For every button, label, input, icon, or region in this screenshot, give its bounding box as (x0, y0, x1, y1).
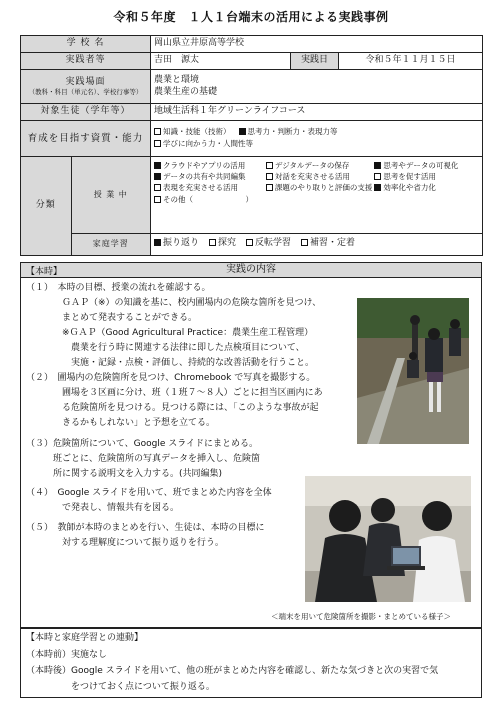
option-share[interactable]: データの共有や共同編集 (154, 172, 264, 181)
practice-line: （５） 教師が本時のまとめを行い、生徒は、本時の目標に (26, 523, 265, 533)
checkbox-icon (266, 184, 273, 191)
practice-line: ※ＧＡＰ（Good Agricultural Practice：農業生産工程管理） (26, 328, 314, 338)
practice-line: （３）危険箇所について、Google スライドにまとめる。 (26, 439, 258, 449)
practice-line: で発表し、情報共有を図る。 (26, 503, 180, 513)
checkbox-icon (266, 162, 273, 169)
option-efficiency[interactable]: 効率化や省力化 (374, 183, 479, 192)
school-value: 岡山県立井原高等学校 (151, 36, 483, 53)
practice-line: 対する理解度について振り返りを行う。 (26, 538, 224, 548)
checkbox-icon (266, 173, 273, 180)
practice-line: る危険箇所を見つける。見つける際には、「このような事故が起 (26, 403, 319, 413)
field-photo (357, 298, 469, 444)
home-label: 家庭学習 (92, 239, 129, 249)
ability-options (151, 121, 483, 157)
in-class-label: 授 業 中 (71, 157, 150, 233)
checkbox-icon (209, 239, 216, 246)
option-dialogue[interactable]: 対話を充実させる活用 (266, 172, 373, 181)
date-value: 令和５年１１月１５日 (339, 53, 483, 70)
ability-label: 育成を目指す資質・能力 (21, 121, 151, 157)
checkbox-icon (154, 184, 161, 191)
checkbox-icon (154, 140, 161, 147)
teacher-value: 吉田 源太 (151, 53, 291, 70)
practice-line: 圃場を３区画に分け、班（１班７～８人）ごとに担当区画内にあ (26, 388, 323, 398)
field-photo-image (357, 298, 469, 444)
checkbox-icon (374, 173, 381, 180)
practice-line: 実施・記録・点検・評価し、持続的な改善活動を行うこと。 (26, 358, 315, 368)
school-label: 学 校 名 (21, 36, 151, 53)
practice-line: （２） 圃場内の危険箇所を見つけ、Chromebook で写真を撮影する。 (26, 373, 316, 383)
practice-line: きるかもしれない」と予想を立てる。 (26, 418, 216, 428)
scene-label: 実践場面 (65, 76, 106, 87)
ability-option-attitude[interactable]: 学びに向かう力・人間性等 (154, 139, 253, 148)
checkbox-icon (301, 239, 308, 246)
classroom-photo (305, 476, 471, 602)
ability-option-thinking[interactable]: 思考力・判断力・表現力等 (239, 127, 338, 136)
checkbox-checked-icon (374, 162, 381, 169)
practice-section-title: 【本時】 (26, 267, 63, 277)
checkbox-checked-icon (154, 239, 161, 246)
home-option-reflection[interactable]: 振り返り (154, 238, 199, 249)
home-option-review[interactable]: 補習・定着 (301, 238, 355, 249)
option-digital-storage[interactable]: デジタルデータの保存 (266, 161, 373, 170)
practice-line: （４） Google スライドを用いて、班でまとめた内容を全体 (26, 488, 272, 498)
page-title: 令和５年度 １人１台端末の活用による実践事例 (113, 10, 389, 24)
classification-label: 分類 (21, 157, 71, 255)
home-link-line: をつけておく点について振り返る。 (26, 682, 215, 692)
scene-sublabel: （教科・科目（単元名）、学校行事等） (28, 88, 143, 97)
practice-section (20, 262, 482, 628)
home-option-inquiry[interactable]: 探究 (209, 238, 236, 249)
classification-options (151, 157, 483, 256)
home-link-line: （本時前）実施なし (26, 650, 108, 660)
option-promote-thinking[interactable]: 思考を促す活用 (374, 172, 479, 181)
scene-value-line2: 農業生産の基礎 (154, 86, 218, 97)
practice-line: （１） 本時の目標、授業の流れを確認する。 (26, 283, 211, 293)
practice-header: 実践の内容 (20, 262, 482, 278)
option-visualize[interactable]: 思考やデータの可視化 (374, 161, 479, 170)
checkbox-icon (154, 196, 161, 203)
practice-line: 班ごとに、危険箇所の写真データを挿入し、危険箇 (26, 454, 261, 464)
checkbox-checked-icon (239, 128, 246, 135)
target-label: 対象生徒（学年等） (21, 104, 151, 121)
date-label: 実践日 (291, 53, 339, 70)
home-link-section (20, 628, 482, 698)
option-cloud[interactable]: クラウドやアプリの活用 (154, 161, 264, 170)
option-expression[interactable]: 表現を充実させる活用 (154, 183, 264, 192)
photo-caption: ＜端末を用いて危険箇所を撮影・まとめている様子＞ (271, 612, 451, 621)
option-assignment[interactable]: 課題のやり取りと評価の支援 (266, 183, 373, 192)
home-option-flipped[interactable]: 反転学習 (246, 238, 291, 249)
checkbox-icon (246, 239, 253, 246)
checkbox-icon (154, 128, 161, 135)
checkbox-checked-icon (154, 173, 161, 180)
option-other[interactable]: その他（ ） (154, 195, 264, 204)
scene-value-line1: 農業と環境 (154, 75, 200, 86)
home-link-line: （本時後）Google スライドを用いて、他の班がまとめた内容を確認し、新たな気づきと次の実習で気 (26, 666, 439, 676)
practice-line: 農業を行う時に関連する法律に即した点検項目について、 (26, 343, 305, 353)
classroom-photo-image (305, 476, 471, 602)
scene-label-cell (21, 70, 151, 104)
practice-line: まとめて発表することができる。 (26, 313, 198, 323)
practice-line: 所に関する説明文を入力する。(共同編集) (26, 469, 223, 479)
ability-option-knowledge[interactable]: 知識・技能（技術） (154, 127, 231, 136)
teacher-label: 実践者等 (21, 53, 151, 70)
checkbox-checked-icon (374, 184, 381, 191)
checkbox-checked-icon (154, 162, 161, 169)
info-table (20, 35, 483, 256)
scene-value (151, 70, 483, 104)
home-link-title: 【本時と家庭学習との連動】 (26, 633, 144, 643)
practice-line: ＧＡＰ（※）の知識を基に、校内圃場内の危険な箇所を見つけ、 (26, 298, 322, 308)
classification-label-cell (21, 157, 151, 256)
target-value: 地域生活科１年グリーンライフコース (151, 104, 483, 121)
